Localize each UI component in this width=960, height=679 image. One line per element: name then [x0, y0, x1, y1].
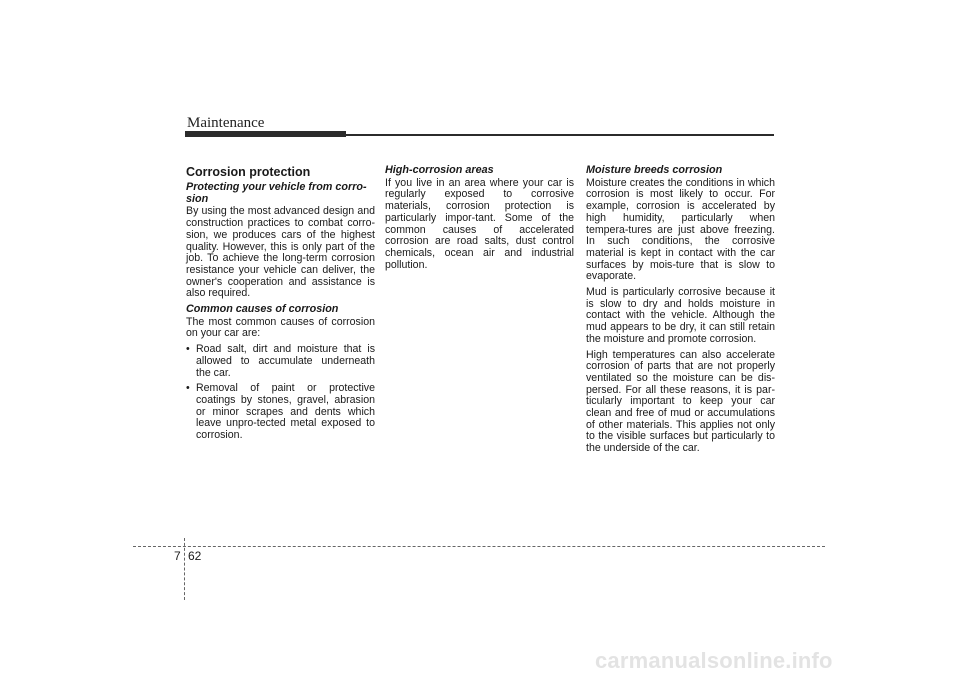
- column-2: [385, 165, 574, 275]
- footer-dashed-rule: [133, 546, 825, 547]
- causes-list: [186, 344, 375, 442]
- subheading-protecting: Protecting your vehicle from corro-sion: [186, 181, 367, 205]
- section-header-title: Maintenance: [187, 115, 265, 131]
- list-item-text: Removal of paint or protective coatings by stones, gravel, abrasion or minor scrapes and dents which leave unpro-tected metal exposed to corrosion.: [196, 382, 375, 442]
- paragraph-protecting: By using the most advanced design and construction practices to combat corro-sion, we produces cars of the highest quality. However, this is only part of the job. To achieve the long-term corrosion resistance your vehicle can deliver, the owner's cooperation and assistance is also required.: [186, 205, 375, 300]
- paragraph-high-corrosion: If you live in an area where your car is regularly exposed to corrosive materials, corrosion protection is particularly impor-tant. Some of the common causes of accelerated corrosion are road salts, dust control chemicals, ocean air and industrial pollution.: [385, 176, 574, 271]
- bullet-icon: •: [186, 382, 190, 395]
- column-3: [586, 165, 775, 459]
- page-number: 62: [188, 549, 202, 563]
- subheading-high-corrosion: High-corrosion areas: [385, 164, 494, 176]
- header-rule-thick: [185, 131, 346, 137]
- chapter-number: 7: [174, 549, 181, 563]
- list-item-text: Road salt, dirt and moisture that is allowed to accumulate underneath the car.: [196, 343, 375, 379]
- column-1: [186, 165, 375, 446]
- subheading-moisture: Moisture breeds corrosion: [586, 164, 723, 176]
- bullet-icon: •: [186, 343, 190, 356]
- section-title: Corrosion protection: [186, 165, 311, 179]
- header-rule-thin: [346, 134, 774, 136]
- list-item: [186, 344, 375, 379]
- paragraph-moisture-3: High temperatures can also accelerate corrosion of parts that are not properly ventilated so the moisture can be dis-persed. For all these reasons, it is par-ticularly important to keep your car clean and free of mud or accumulations of other materials. This applies not only to the visible surfaces but particularly to the underside of the car.: [586, 348, 775, 455]
- paragraph-moisture-2: Mud is particularly corrosive because it is slow to dry and holds moisture in contact with the vehicle. Although the mud appears to be dry, it can still retain the moisture and promote corrosion.: [586, 286, 775, 345]
- paragraph-moisture-1: Moisture creates the conditions in which corrosion is most likely to occur. For example, corrosion is accelerated by high humidity, particularly when tempera-tures are just above freezing. In such conditions, the corrosive material is kept in contact with the car surfaces by mois-ture that is slow to evaporate.: [586, 176, 775, 283]
- subheading-common-causes: Common causes of corrosion: [186, 303, 339, 316]
- footer-dashed-divider: [184, 538, 185, 600]
- list-item: [186, 383, 375, 442]
- watermark-logo: carmanualsonline.info: [595, 648, 833, 673]
- paragraph-common-causes: The most common causes of corrosion on your car are:: [186, 315, 375, 340]
